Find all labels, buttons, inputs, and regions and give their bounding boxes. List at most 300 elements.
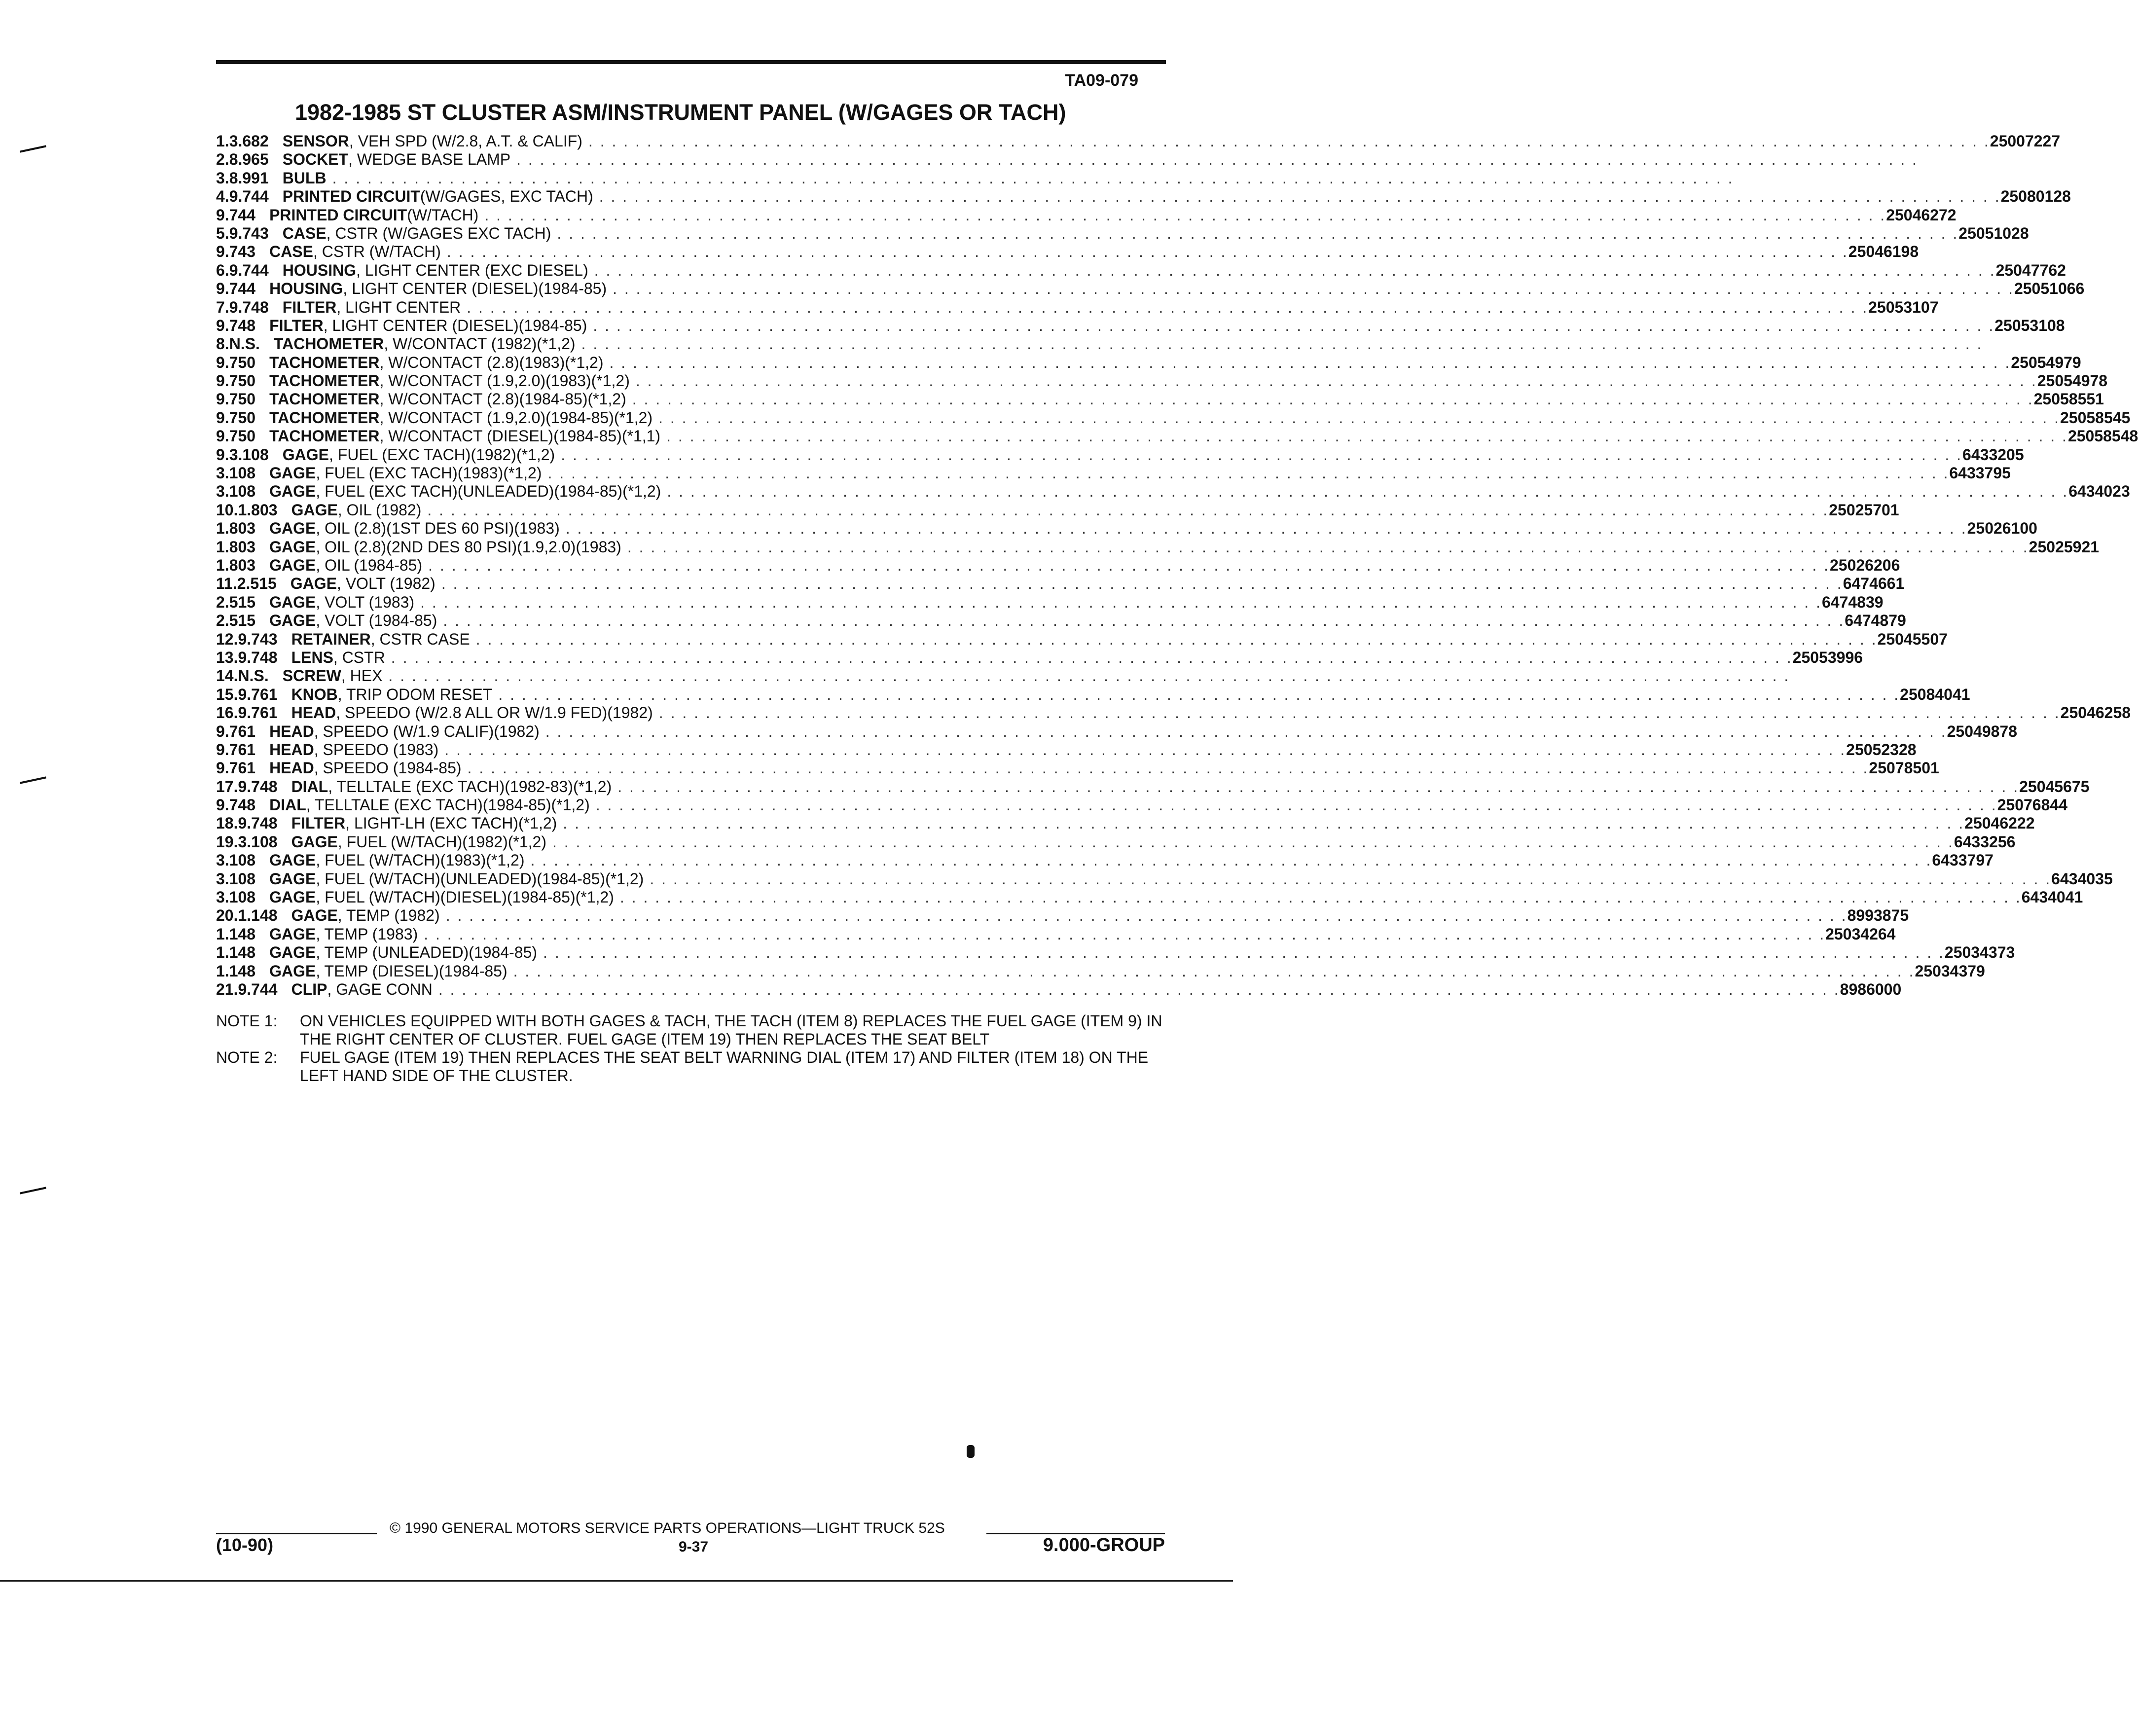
group-number: 9.750: [216, 353, 256, 371]
group-number: 2.515: [216, 593, 256, 611]
part-row: [216, 722, 2017, 741]
part-row: [216, 372, 2108, 390]
group-number: 1.148: [216, 962, 256, 980]
dot-leader: . . . . . . . . . . . . . . . . . . . . . . . . . . . . . . . . . . . . . . . . . . . . . . . . . . . . . . . . . . . . . . . . . . . . . . . . . . . . . . . . . . . . . . . . . . . . . . . . . . . . . . . . . . . . . . . . . . . . . . . .: [467, 759, 1869, 777]
group-number: 9.743: [216, 243, 256, 261]
part-qualifier: , FUEL (W/TACH)(UNLEADED)(1984-85)(*1,2): [316, 869, 644, 888]
group-number: 9.743: [238, 630, 278, 648]
part-number: 25051066: [2014, 280, 2085, 298]
part-description: [278, 649, 1793, 667]
part-name: GAGE: [269, 593, 316, 611]
part-number: 25049878: [1947, 722, 2017, 740]
part-number: 25052328: [1846, 740, 1917, 759]
note-text: FUEL GAGE (ITEM 19) THEN REPLACES THE SEAT BELT WARNING DIAL (ITEM 17) AND FILTER (ITEM 18) ON THE LEFT HAND SIDE OF THE CLUSTER.: [300, 1049, 1149, 1085]
part-number: 25034373: [1944, 943, 2015, 962]
dot-leader: . . . . . . . . . . . . . . . . . . . . . . . . . . . . . . . . . . . . . . . . . . . . . . . . . . . . . . . . . . . . . . . . . . . . . . . . . . . . . . . . . . . . . . . . . . . . . . . . . . . . . . . . . . . . . . . . . . . . . . . .: [613, 280, 2014, 298]
part-description: [255, 206, 1886, 224]
part-row: [216, 169, 1734, 187]
part-name: GAGE: [269, 612, 316, 630]
part-qualifier: , CSTR: [333, 648, 385, 666]
group-number: 9.761: [238, 704, 278, 722]
part-row: [216, 150, 1918, 169]
part-qualifier: , LIGHT-LH (EXC TACH)(*1,2): [345, 814, 557, 832]
part-description: [278, 980, 1840, 999]
dot-leader: . . . . . . . . . . . . . . . . . . . . . . . . . . . . . . . . . . . . . . . . . . . . . . . . . . . . . . . . . . . . . . . . . . . . . . . . . . . . . . . . . . . . . . . . . . . . . . . . . . . . . . . . . . . . . . . . . . . . . . . .: [444, 740, 1847, 759]
part-qualifier: , CSTR (W/GAGES EXC TACH): [326, 224, 551, 242]
revision-date: (10-90): [216, 1535, 274, 1555]
part-name: GAGE: [269, 925, 316, 943]
dot-leader: . . . . . . . . . . . . . . . . . . . . . . . . . . . . . . . . . . . . . . . . . . . . . . . . . . . . . . . . . . . . . . . . . . . . . . . . . . . . . . . . . . . . . . . . . . . . . . . . . . . . . . . . . . . . . . . . . . . . . . . .: [609, 353, 2011, 371]
part-qualifier: , TELLTALE (EXC TACH)(1982-83)(*1,2): [328, 777, 612, 796]
part-description: [255, 741, 1846, 759]
part-qualifier: , TRIP ODOM RESET: [337, 685, 493, 703]
part-description: [255, 280, 2014, 298]
dot-leader: . . . . . . . . . . . . . . . . . . . . . . . . . . . . . . . . . . . . . . . . . . . . . . . . . . . . . . . . . . . . . . . . . . . . . . . . . . . . . . . . . . . . . . . . . . . . . . . . . . . . . . . . . . . . . . . . . . . . . . . .: [666, 427, 2068, 445]
part-number: 25058551: [2033, 390, 2104, 408]
dot-leader: . . . . . . . . . . . . . . . . . . . . . . . . . . . . . . . . . . . . . . . . . . . . . . . . . . . . . . . . . . . . . . . . . . . . . . . . . . . . . . . . . . . . . . . . . . . . . . . . . . . . . . . . . . . . . . . . . . . . . . . .: [424, 925, 1826, 943]
group-number: 9.761: [216, 759, 256, 777]
part-name: SCREW: [282, 667, 341, 685]
part-row: [216, 316, 2065, 335]
part-name: GAGE: [269, 869, 316, 888]
part-description: [255, 317, 1994, 335]
group-number: 9.761: [216, 722, 256, 740]
part-description: [269, 150, 1918, 169]
group-number: 1.803: [216, 556, 256, 574]
part-row: [216, 869, 2113, 888]
part-row: [216, 224, 2029, 243]
part-description: [255, 538, 2029, 556]
dot-leader: . . . . . . . . . . . . . . . . . . . . . . . . . . . . . . . . . . . . . . . . . . . . . . . . . . . . . . . . . . . . . . . . . . . . . . . . . . . . . . . . . . . . . . . . . . . . . . . . . . . . . . . . . . . . . . . . . . . . . . . .: [617, 777, 2020, 796]
part-name: GAGE: [291, 906, 338, 925]
part-row: [216, 482, 2130, 501]
item-number: 14.: [216, 667, 238, 685]
group-number: N.S.: [238, 667, 269, 685]
part-name: FILTER: [282, 298, 337, 316]
group-number: 3.682: [229, 132, 269, 150]
part-row: [216, 925, 1896, 943]
dot-leader: . . . . . . . . . . . . . . . . . . . . . . . . . . . . . . . . . . . . . . . . . . . . . . . . . . . . . . . . . . . . . . . . . . . . . . . . . . . . . . . . . . . . . . . . . . . . . . . . . . . . . . . . . . . . . . . . . . . . . . . .: [552, 832, 1954, 851]
margin-mark: [20, 145, 46, 152]
group-number: 9.743: [229, 224, 269, 242]
part-row: [216, 612, 1906, 630]
part-row: [216, 261, 2066, 280]
group-number: 1.803: [216, 519, 256, 538]
part-qualifier: (W/TACH): [407, 206, 479, 224]
part-row: [216, 796, 2067, 814]
part-row: [216, 740, 1917, 759]
part-qualifier: , FUEL (W/TACH)(1982)(*1,2): [337, 832, 546, 851]
part-qualifier: (W/GAGES, EXC TACH): [420, 187, 593, 206]
part-row: [216, 427, 2138, 445]
part-number: 6433797: [1932, 851, 1993, 869]
part-qualifier: , W/CONTACT (1982)(*1,2): [384, 335, 576, 353]
part-qualifier: , SPEEDO (1984-85): [314, 759, 462, 777]
part-number: 25026206: [1829, 556, 1900, 574]
part-qualifier: , OIL (1984-85): [316, 556, 423, 574]
dot-leader: . . . . . . . . . . . . . . . . . . . . . . . . . . . . . . . . . . . . . . . . . . . . . . . . . . . . . . . . . . . . . . . . . . . . . . . . . . . . . . . . . . . . . . . . . . . . . . . . . . . . . . . . . . . . . . . . . . . . . . . .: [650, 869, 2052, 888]
part-description: [255, 723, 1947, 741]
part-name: TACHOMETER: [269, 427, 380, 445]
dot-leader: . . . . . . . . . . . . . . . . . . . . . . . . . . . . . . . . . . . . . . . . . . . . . . . . . . . . . . . . . . . . . . . . . . . . . . . . . . . . . . . . . . . . . . . . . . . . . . . . . . . . . . . . . . . . . . . . . . . . . . . .: [635, 372, 2037, 390]
page-number: 9-37: [679, 1539, 709, 1555]
part-name: DIAL: [269, 796, 306, 814]
part-description: [255, 243, 1848, 261]
copyright-text: © 1990 GENERAL MOTORS SERVICE PARTS OPERATIONS—LIGHT TRUCK 52S: [390, 1520, 945, 1536]
part-qualifier: [326, 169, 332, 187]
part-number: 25058548: [2067, 427, 2138, 445]
part-qualifier: , FUEL (EXC TACH)(1983)(*1,2): [316, 464, 542, 482]
part-number: 25026100: [1967, 519, 2037, 538]
part-description: [269, 446, 1962, 464]
part-name: FILTER: [291, 814, 346, 832]
part-name: GAGE: [282, 445, 329, 464]
dot-leader: . . . . . . . . . . . . . . . . . . . . . . . . . . . . . . . . . . . . . . . . . . . . . . . . . . . . . . . . . . . . . . . . . . . . . . . . . . . . . . . . . . . . . . . . . . . . . . . . . . . . . . . . . . . . . . . . . . . . . . . .: [388, 667, 1790, 685]
part-qualifier: , LIGHT CENTER: [336, 298, 461, 316]
part-qualifier: , CSTR (W/TACH): [313, 243, 441, 261]
part-name: HEAD: [291, 704, 336, 722]
part-name: CLIP: [291, 980, 327, 998]
part-row: [216, 390, 2104, 408]
dot-leader: . . . . . . . . . . . . . . . . . . . . . . . . . . . . . . . . . . . . . . . . . . . . . . . . . . . . . . . . . . . . . . . . . . . . . . . . . . . . . . . . . . . . . . . . . . . . . . . . . . . . . . . . . . . . . . . . . . . . . . . .: [446, 243, 1848, 261]
part-qualifier: , GAGE CONN: [327, 980, 433, 998]
part-name: TACHOMETER: [269, 353, 380, 371]
part-qualifier: , TEMP (UNLEADED)(1984-85): [316, 943, 538, 962]
part-number: 6434023: [2068, 482, 2130, 501]
part-name: FILTER: [269, 316, 324, 334]
part-description: [255, 796, 1997, 814]
part-qualifier: , OIL (1982): [337, 501, 422, 519]
note-label: NOTE 2:: [216, 1049, 278, 1066]
part-row: [216, 445, 2024, 464]
part-number: 8993875: [1847, 906, 1909, 925]
part-description: [278, 630, 1878, 649]
part-description: [255, 372, 2037, 390]
part-row: [216, 298, 1939, 317]
part-description: [269, 298, 1868, 317]
dot-leader: . . . . . . . . . . . . . . . . . . . . . . . . . . . . . . . . . . . . . . . . . . . . . . . . . . . . . . . . . . . . . . . . . . . . . . . . . . . . . . . . . . . . . . . . . . . . . . . . . . . . . . . . . . . . . . . . . . . . . . . .: [513, 962, 1915, 980]
part-description: [278, 906, 1848, 925]
group-number: 9.750: [216, 408, 256, 427]
part-name: GAGE: [269, 519, 316, 538]
group-number: 1.148: [216, 943, 256, 962]
group-number: 9.744: [229, 187, 269, 206]
part-name: HEAD: [269, 759, 314, 777]
part-qualifier: , TEMP (DIESEL)(1984-85): [316, 962, 507, 980]
part-number: 6433205: [1962, 445, 2024, 464]
part-row: [216, 556, 1900, 575]
group-number: 8.965: [229, 150, 269, 169]
part-number: 6433256: [1954, 832, 2016, 851]
part-description: [278, 778, 2020, 796]
part-description: [255, 612, 1845, 630]
part-number: 25053108: [1994, 316, 2065, 334]
dot-leader: . . . . . . . . . . . . . . . . . . . . . . . . . . . . . . . . . . . . . . . . . . . . . . . . . . . . . . . . . . . . . . . . . . . . . . . . . . . . . . . . . . . . . . . . . . . . . . . . . . . . . . . . . . . . . . . . . . . . . . . .: [498, 685, 1900, 703]
part-qualifier: , WEDGE BASE LAMP: [348, 150, 511, 169]
part-row: [216, 814, 2035, 832]
part-row: [216, 206, 1957, 224]
margin-mark: [20, 776, 46, 784]
part-number: 6433795: [1949, 464, 2011, 482]
part-qualifier: , HEX: [341, 667, 383, 685]
part-number: 25046222: [1964, 814, 2035, 832]
part-name: GAGE: [269, 538, 316, 556]
dot-leader: . . . . . . . . . . . . . . . . . . . . . . . . . . . . . . . . . . . . . . . . . . . . . . . . . . . . . . . . . . . . . . . . . . . . . . . . . . . . . . . . . . . . . . . . . . . . . . . . . . . . . . . . . . . . . . . . . . . . . . . .: [627, 538, 2029, 556]
item-number: 3.: [216, 169, 229, 187]
group-number: 9.748: [238, 777, 278, 796]
dot-leader: . . . . . . . . . . . . . . . . . . . . . . . . . . . . . . . . . . . . . . . . . . . . . . . . . . . . . . . . . . . . . . . . . . . . . . . . . . . . . . . . . . . . . . . . . . . . . . . . . . . . . . . . . . . . . . . . . . . . . . . .: [588, 132, 1990, 150]
part-description: [255, 851, 1932, 869]
part-number: 6474879: [1845, 612, 1906, 630]
part-name: GAGE: [291, 501, 338, 519]
dot-leader: . . . . . . . . . . . . . . . . . . . . . . . . . . . . . . . . . . . . . . . . . . . . . . . . . . . . . . . . . . . . . . . . . . . . . . . . . . . . . . . . . . . . . . . . . . . . . . . . . . . . . . . . . . . . . . . . . . . . . . . .: [530, 851, 1932, 869]
group-number: 9.744: [229, 261, 269, 279]
part-row: [216, 630, 1948, 649]
part-name: HOUSING: [269, 280, 343, 298]
part-name: SENSOR: [282, 132, 349, 150]
part-row: [216, 851, 1993, 869]
dot-leader: . . . . . . . . . . . . . . . . . . . . . . . . . . . . . . . . . . . . . . . . . . . . . . . . . . . . . . . . . . . . . . . . . . . . . . . . . . . . . . . . . . . . . . . . . . . . . . . . . . . . . . . . . . . . . . . . . . . . . . . .: [658, 704, 2061, 722]
dot-leader: . . . . . . . . . . . . . . . . . . . . . . . . . . . . . . . . . . . . . . . . . . . . . . . . . . . . . . . . . . . . . . . . . . . . . . . . . . . . . . . . . . . . . . . . . . . . . . . . . . . . . . . . . . . . . . . . . . . . . . . .: [545, 722, 1947, 740]
item-number: 11.: [216, 575, 237, 593]
part-qualifier: , W/CONTACT (1.9,2.0)(1983)(*1,2): [379, 372, 630, 390]
part-qualifier: , VOLT (1982): [337, 575, 435, 593]
part-number: 25076844: [1997, 796, 2067, 814]
part-description: [255, 759, 1869, 777]
dot-leader: . . . . . . . . . . . . . . . . . . . . . . . . . . . . . . . . . . . . . . . . . . . . . . . . . . . . . . . . . . . . . . . . . . . . . . . . . . . . . . . . . . . . . . . . . . . . . . . . . . . . . . . . . . . . . . . . . . . . . . . .: [467, 298, 1869, 316]
part-description: [269, 132, 1990, 150]
part-number: 25034264: [1825, 925, 1896, 943]
dot-leader: . . . . . . . . . . . . . . . . . . . . . . . . . . . . . . . . . . . . . . . . . . . . . . . . . . . . . . . . . . . . . . . . . . . . . . . . . . . . . . . . . . . . . . . . . . . . . . . . . . . . . . . . . . . . . . . . . . . . . . . .: [593, 316, 1995, 334]
part-row: [216, 648, 1863, 667]
part-qualifier: , FUEL (W/TACH)(1983)(*1,2): [316, 851, 525, 869]
dot-leader: . . . . . . . . . . . . . . . . . . . . . . . . . . . . . . . . . . . . . . . . . . . . . . . . . . . . . . . . . . . . . . . . . . . . . . . . . . . . . . . . . . . . . . . . . . . . . . . . . . . . . . . . . . . . . . . . . . . . . . . .: [443, 612, 1845, 630]
part-number: 25054979: [2011, 353, 2081, 371]
part-description: [255, 409, 2060, 427]
item-number: 7.: [216, 298, 229, 316]
dot-leader: . . . . . . . . . . . . . . . . . . . . . . . . . . . . . . . . . . . . . . . . . . . . . . . . . . . . . . . . . . . . . . . . . . . . . . . . . . . . . . . . . . . . . . . . . . . . . . . . . . . . . . . . . . . . . . . . . . . . . . . .: [619, 888, 2022, 906]
dot-leader: . . . . . . . . . . . . . . . . . . . . . . . . . . . . . . . . . . . . . . . . . . . . . . . . . . . . . . . . . . . . . . . . . . . . . . . . . . . . . . . . . . . . . . . . . . . . . . . . . . . . . . . . . . . . . . . . . . . . . . . .: [667, 482, 2069, 501]
part-name: GAGE: [269, 851, 316, 869]
part-description: [255, 962, 1915, 980]
part-row: [216, 667, 1790, 685]
part-row: [216, 519, 2037, 538]
part-description: [260, 335, 1983, 353]
part-name: GAGE: [269, 464, 316, 482]
part-name: BULB: [282, 169, 326, 187]
dot-leader: . . . . . . . . . . . . . . . . . . . . . . . . . . . . . . . . . . . . . . . . . . . . . . . . . . . . . . . . . . . . . . . . . . . . . . . . . . . . . . . . . . . . . . . . . . . . . . . . . . . . . . . . . . . . . . . . . . . . . . . .: [332, 169, 1734, 187]
item-number: 1.: [216, 132, 229, 150]
group-number: 1.148: [216, 925, 256, 943]
part-name: TACHOMETER: [269, 372, 380, 390]
footer-rule-right: [986, 1533, 1165, 1534]
dot-leader: . . . . . . . . . . . . . . . . . . . . . . . . . . . . . . . . . . . . . . . . . . . . . . . . . . . . . . . . . . . . . . . . . . . . . . . . . . . . . . . . . . . . . . . . . . . . . . . . . . . . . . . . . . . . . . . . . . . . . . . .: [484, 206, 1886, 224]
footer-rule-left: [216, 1533, 377, 1534]
part-description: [278, 814, 1965, 832]
dot-leader: . . . . . . . . . . . . . . . . . . . . . . . . . . . . . . . . . . . . . . . . . . . . . . . . . . . . . . . . . . . . . . . . . . . . . . . . . . . . . . . . . . . . . . . . . . . . . . . . . . . . . . . . . . . . . . . . . . . . . . . .: [516, 150, 1918, 169]
group-number: 9.748: [216, 796, 256, 814]
part-name: TACHOMETER: [269, 390, 380, 408]
group-number: 9.744: [238, 980, 278, 998]
part-name: PRINTED CIRCUIT: [269, 206, 407, 224]
part-name: GAGE: [269, 888, 316, 906]
dot-leader: . . . . . . . . . . . . . . . . . . . . . . . . . . . . . . . . . . . . . . . . . . . . . . . . . . . . . . . . . . . . . . . . . . . . . . . . . . . . . . . . . . . . . . . . . . . . . . . . . . . . . . . . . . . . . . . . . . . . . . . .: [565, 519, 1967, 538]
part-name: KNOB: [291, 685, 338, 703]
part-number: 6474661: [1843, 575, 1905, 593]
item-number: 18.: [216, 814, 238, 832]
part-number: 6434041: [2021, 888, 2083, 906]
dot-leader: . . . . . . . . . . . . . . . . . . . . . . . . . . . . . . . . . . . . . . . . . . . . . . . . . . . . . . . . . . . . . . . . . . . . . . . . . . . . . . . . . . . . . . . . . . . . . . . . . . . . . . . . . . . . . . . . . . . . . . . .: [438, 980, 1840, 998]
part-row: [216, 280, 2085, 298]
group-number: 3.108: [229, 445, 269, 464]
part-row: [216, 593, 1884, 612]
part-row: [216, 132, 2061, 150]
dot-leader: . . . . . . . . . . . . . . . . . . . . . . . . . . . . . . . . . . . . . . . . . . . . . . . . . . . . . . . . . . . . . . . . . . . . . . . . . . . . . . . . . . . . . . . . . . . . . . . . . . . . . . . . . . . . . . . . . . . . . . . .: [543, 943, 1945, 962]
part-description: [278, 833, 1954, 851]
part-row: [216, 464, 2011, 482]
item-number: 2.: [216, 150, 229, 169]
part-row: [216, 777, 2090, 796]
part-qualifier: , VOLT (1984-85): [316, 612, 437, 630]
part-description: [255, 464, 1949, 482]
part-qualifier: , FUEL (W/TACH)(DIESEL)(1984-85)(*1,2): [316, 888, 614, 906]
group-number: 9.750: [216, 372, 256, 390]
part-description: [269, 261, 1996, 280]
bottom-rule: [0, 1580, 1233, 1582]
group-number: 3.108: [216, 869, 256, 888]
part-name: PRINTED CIRCUIT: [282, 187, 420, 206]
item-number: 20.: [216, 906, 238, 925]
top-rule: [216, 60, 1166, 64]
part-name: GAGE: [291, 832, 338, 851]
dot-leader: . . . . . . . . . . . . . . . . . . . . . . . . . . . . . . . . . . . . . . . . . . . . . . . . . . . . . . . . . . . . . . . . . . . . . . . . . . . . . . . . . . . . . . . . . . . . . . . . . . . . . . . . . . . . . . . . . . . . . . . .: [475, 630, 1878, 648]
part-name: LENS: [291, 648, 333, 666]
group-number: 3.108: [216, 464, 256, 482]
part-number: 25080128: [2000, 187, 2071, 206]
part-qualifier: , SPEEDO (1983): [314, 740, 439, 759]
group-number: 1.803: [216, 538, 256, 556]
part-qualifier: , W/CONTACT (1.9,2.0)(1984-85)(*1,2): [379, 408, 653, 427]
part-row: [216, 243, 1919, 261]
part-number: 25047762: [1995, 261, 2066, 279]
part-row: [216, 408, 2131, 427]
part-number: 25025701: [1829, 501, 1899, 519]
group-number: 2.515: [237, 575, 277, 593]
part-description: [255, 519, 1967, 538]
part-description: [255, 556, 1830, 575]
group-number: 9.748: [238, 648, 278, 666]
part-description: [269, 169, 1734, 187]
part-qualifier: , FUEL (EXC TACH)(1982)(*1,2): [329, 445, 555, 464]
group-number: 9.761: [238, 685, 278, 703]
part-number: 8986000: [1840, 980, 1902, 998]
part-qualifier: , VOLT (1983): [316, 593, 415, 611]
part-row: [216, 187, 2071, 206]
reference-code: TA09-079: [1065, 71, 1138, 90]
part-name: GAGE: [269, 943, 316, 962]
item-number: 21.: [216, 980, 238, 998]
part-number: 25078501: [1869, 759, 1939, 777]
dot-leader: . . . . . . . . . . . . . . . . . . . . . . . . . . . . . . . . . . . . . . . . . . . . . . . . . . . . . . . . . . . . . . . . . . . . . . . . . . . . . . . . . . . . . . . . . . . . . . . . . . . . . . . . . . . . . . . . . . . . . . . .: [595, 796, 1997, 814]
group-number: 9.744: [216, 206, 256, 224]
part-qualifier: , W/CONTACT (2.8)(1983)(*1,2): [379, 353, 604, 371]
part-description: [255, 390, 2034, 408]
part-qualifier: , OIL (2.8)(1ST DES 60 PSI)(1983): [316, 519, 560, 538]
part-number: 25046272: [1886, 206, 1957, 224]
part-description: [278, 686, 1900, 704]
dot-leader: . . . . . . . . . . . . . . . . . . . . . . . . . . . . . . . . . . . . . . . . . . . . . . . . . . . . . . . . . . . . . . . . . . . . . . . . . . . . . . . . . . . . . . . . . . . . . . . . . . . . . . . . . . . . . . . . . . . . . . . .: [391, 648, 1793, 666]
note-label: NOTE 1:: [216, 1012, 278, 1030]
part-description: [255, 888, 2022, 906]
dot-leader: . . . . . . . . . . . . . . . . . . . . . . . . . . . . . . . . . . . . . . . . . . . . . . . . . . . . . . . . . . . . . . . . . . . . . . . . . . . . . . . . . . . . . . . . . . . . . . . . . . . . . . . . . . . . . . . . . . . . . . . .: [427, 501, 1829, 519]
part-qualifier: , TELLTALE (EXC TACH)(1984-85)(*1,2): [306, 796, 590, 814]
item-number: 8.: [216, 335, 229, 353]
part-name: CASE: [282, 224, 326, 242]
group-number: N.S.: [229, 335, 260, 353]
margin-mark: [20, 1187, 46, 1194]
dot-leader: . . . . . . . . . . . . . . . . . . . . . . . . . . . . . . . . . . . . . . . . . . . . . . . . . . . . . . . . . . . . . . . . . . . . . . . . . . . . . . . . . . . . . . . . . . . . . . . . . . . . . . . . . . . . . . . . . . . . . . . .: [547, 464, 1950, 482]
part-number: 6434035: [2051, 869, 2113, 888]
note-text: ON VEHICLES EQUIPPED WITH BOTH GAGES & TACH, THE TACH (ITEM 8) REPLACES THE FUEL GAGE (ITEM 9) IN THE RIGHT CENTER OF CLUSTER. FUEL GAGE (ITEM 19) THEN REPLACES THE SEAT BELT: [300, 1012, 1162, 1048]
part-row: [216, 685, 1970, 704]
part-description: [278, 704, 2061, 722]
part-name: GAGE: [269, 556, 316, 574]
group-number: 3.108: [238, 832, 278, 851]
part-qualifier: , TEMP (1982): [337, 906, 440, 925]
part-row: [216, 759, 1939, 777]
part-description: [255, 943, 1945, 962]
dot-leader: . . . . . . . . . . . . . . . . . . . . . . . . . . . . . . . . . . . . . . . . . . . . . . . . . . . . . . . . . . . . . . . . . . . . . . . . . . . . . . . . . . . . . . . . . . . . . . . . . . . . . . . . . . . . . . . . . . . . . . . .: [563, 814, 1965, 832]
dot-leader: . . . . . . . . . . . . . . . . . . . . . . . . . . . . . . . . . . . . . . . . . . . . . . . . . . . . . . . . . . . . . . . . . . . . . . . . . . . . . . . . . . . . . . . . . . . . . . . . . . . . . . . . . . . . . . . . . . . . . . . .: [445, 906, 1848, 925]
part-description: [255, 870, 2051, 888]
part-name: GAGE: [269, 482, 316, 501]
group-number: 9.748: [216, 316, 256, 334]
dot-leader: . . . . . . . . . . . . . . . . . . . . . . . . . . . . . . . . . . . . . . . . . . . . . . . . . . . . . . . . . . . . . . . . . . . . . . . . . . . . . . . . . . . . . . . . . . . . . . . . . . . . . . . . . . . . . . . . . . . . . . . .: [561, 445, 1963, 464]
item-number: 6.: [216, 261, 229, 279]
part-qualifier: , SPEEDO (W/2.8 ALL OR W/1.9 FED)(1982): [336, 704, 653, 722]
part-qualifier: , LIGHT CENTER (DIESEL)(1984-85): [343, 280, 607, 298]
dot-leader: . . . . . . . . . . . . . . . . . . . . . . . . . . . . . . . . . . . . . . . . . . . . . . . . . . . . . . . . . . . . . . . . . . . . . . . . . . . . . . . . . . . . . . . . . . . . . . . . . . . . . . . . . . . . . . . . . . . . . . . .: [420, 593, 1822, 611]
part-number: 25007227: [1990, 132, 2061, 150]
part-qualifier: , SPEEDO (W/1.9 CALIF)(1982): [314, 722, 540, 740]
group-number: 2.515: [216, 612, 256, 630]
part-name: HEAD: [269, 722, 314, 740]
group-number: 1.803: [238, 501, 278, 519]
part-description: [269, 667, 1790, 685]
dot-leader: . . . . . . . . . . . . . . . . . . . . . . . . . . . . . . . . . . . . . . . . . . . . . . . . . . . . . . . . . . . . . . . . . . . . . . . . . . . . . . . . . . . . . . . . . . . . . . . . . . . . . . . . . . . . . . . . . . . . . . . .: [632, 390, 2034, 408]
item-number: 9.: [216, 445, 229, 464]
part-number: 25046258: [2060, 704, 2131, 722]
part-description: [277, 575, 1843, 593]
part-name: HOUSING: [282, 261, 357, 279]
part-qualifier: , LIGHT CENTER (DIESEL)(1984-85): [323, 316, 587, 334]
item-number: 4.: [216, 187, 229, 206]
group-number: 1.148: [238, 906, 278, 925]
group-number: 9.748: [238, 814, 278, 832]
part-description: [269, 224, 1959, 243]
part-name: TACHOMETER: [269, 408, 380, 427]
item-number: 19.: [216, 832, 238, 851]
part-qualifier: , VEH SPD (W/2.8, A.T. & CALIF): [349, 132, 582, 150]
part-number: 25053107: [1868, 298, 1939, 316]
part-number: 25046198: [1848, 243, 1919, 261]
part-number: 25045675: [2019, 777, 2090, 796]
item-number: 15.: [216, 685, 238, 703]
group-number: 9.761: [216, 740, 256, 759]
item-number: 13.: [216, 648, 238, 666]
dot-leader: . . . . . . . . . . . . . . . . . . . . . . . . . . . . . . . . . . . . . . . . . . . . . . . . . . . . . . . . . . . . . . . . . . . . . . . . . . . . . . . . . . . . . . . . . . . . . . . . . . . . . . . . . . . . . . . . . . . . . . . .: [441, 575, 1843, 593]
group-number: 9.744: [216, 280, 256, 298]
